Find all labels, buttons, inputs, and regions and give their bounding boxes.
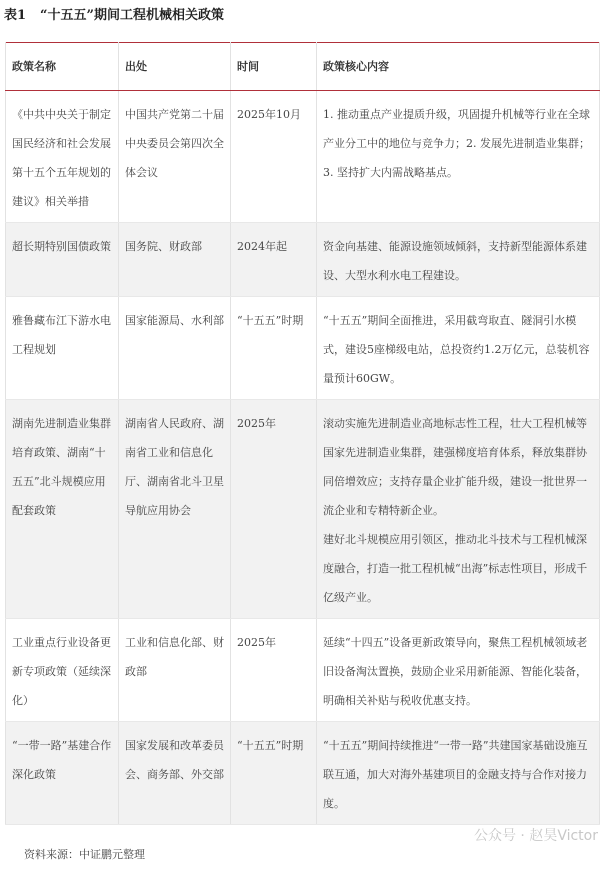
source-note: 资料来源：中证鹏元整理 <box>24 848 145 861</box>
cell-name: 超长期特别国债政策 <box>6 223 119 297</box>
table-row <box>6 619 600 722</box>
cell-source: 湖南省人民政府、湖南省工业和信息化厅、湖南省北斗卫星导航应用协会 <box>119 400 231 619</box>
table-title-text: “十五五”期间工程机械相关政策 <box>40 8 225 23</box>
cell-name: 雅鲁藏布江下游水电工程规划 <box>6 297 119 400</box>
table-row <box>6 223 600 297</box>
cell-source: 工业和信息化部、财政部 <box>119 619 231 722</box>
header-source: 出处 <box>119 43 231 91</box>
table-row <box>6 400 600 619</box>
header-name: 政策名称 <box>6 43 119 91</box>
header-content: 政策核心内容 <box>317 43 600 91</box>
table-row <box>6 91 600 223</box>
cell-name: 《中共中央关于制定国民经济和社会发展第十五个五年规划的建议》相关举措 <box>6 91 119 223</box>
cell-time: “十五五”时期 <box>231 297 317 400</box>
cell-name: 湖南先进制造业集群培育政策、湖南“十五五”北斗规模应用配套政策 <box>6 400 119 619</box>
cell-content: 资金向基建、能源设施领域倾斜，支持新型能源体系建设、大型水利水电工程建设。 <box>317 223 600 297</box>
cell-time: 2025年 <box>231 400 317 619</box>
table-row <box>6 722 600 825</box>
cell-source: 国家发展和改革委员会、商务部、外交部 <box>119 722 231 825</box>
table-label: 表1 <box>4 8 27 23</box>
cell-source: 中国共产党第二十届中央委员会第四次全体会议 <box>119 91 231 223</box>
header-time: 时间 <box>231 43 317 91</box>
cell-time: 2025年10月 <box>231 91 317 223</box>
cell-content <box>317 400 600 619</box>
cell-time: 2024年起 <box>231 223 317 297</box>
cell-source: 国务院、财政部 <box>119 223 231 297</box>
cell-time: 2025年 <box>231 619 317 722</box>
cell-source: 国家能源局、水利部 <box>119 297 231 400</box>
cell-content: “十五五”期间持续推进“一带一路”共建国家基础设施互联互通，加大对海外基建项目的金融支持与合作对接力度。 <box>317 722 600 825</box>
table-title <box>0 0 606 42</box>
content-paragraph: 滚动实施先进制造业高地标志性工程，壮大工程机械等国家先进制造业集群，建强梯度培育体系，释放集群协同倍增效应；支持存量企业扩能升级，建设一批世界一流企业和专精特新企业。 <box>323 417 587 517</box>
cell-time: “十五五”时期 <box>231 722 317 825</box>
content-paragraph: 建好北斗规模应用引领区，推动北斗技术与工程机械深度融合，打造一批工程机械“出海”标志性项目，形成千亿级产业。 <box>323 533 588 604</box>
watermark: 公众号 · 赵昊Victor <box>473 828 598 844</box>
cell-name: “一带一路”基建合作深化政策 <box>6 722 119 825</box>
table-header <box>6 43 600 91</box>
table-row <box>6 297 600 400</box>
cell-content: 1. 推动重点产业提质升级，巩固提升机械等行业在全球产业分工中的地位与竞争力；2. 发展先进制造业集群；3. 坚持扩大内需战略基点。 <box>317 91 600 223</box>
cell-content: 延续“十四五”设备更新政策导向，聚焦工程机械领域老旧设备淘汰置换，鼓励企业采用新能源、智能化装备，明确相关补贴与税收优惠支持。 <box>317 619 600 722</box>
policy-table <box>5 42 600 825</box>
cell-content: “十五五”期间全面推进，采用截弯取直、隧洞引水模式，建设5座梯级电站，总投资约1.2万亿元，总装机容量预计60GW。 <box>317 297 600 400</box>
cell-name: 工业重点行业设备更新专项政策（延续深化） <box>6 619 119 722</box>
